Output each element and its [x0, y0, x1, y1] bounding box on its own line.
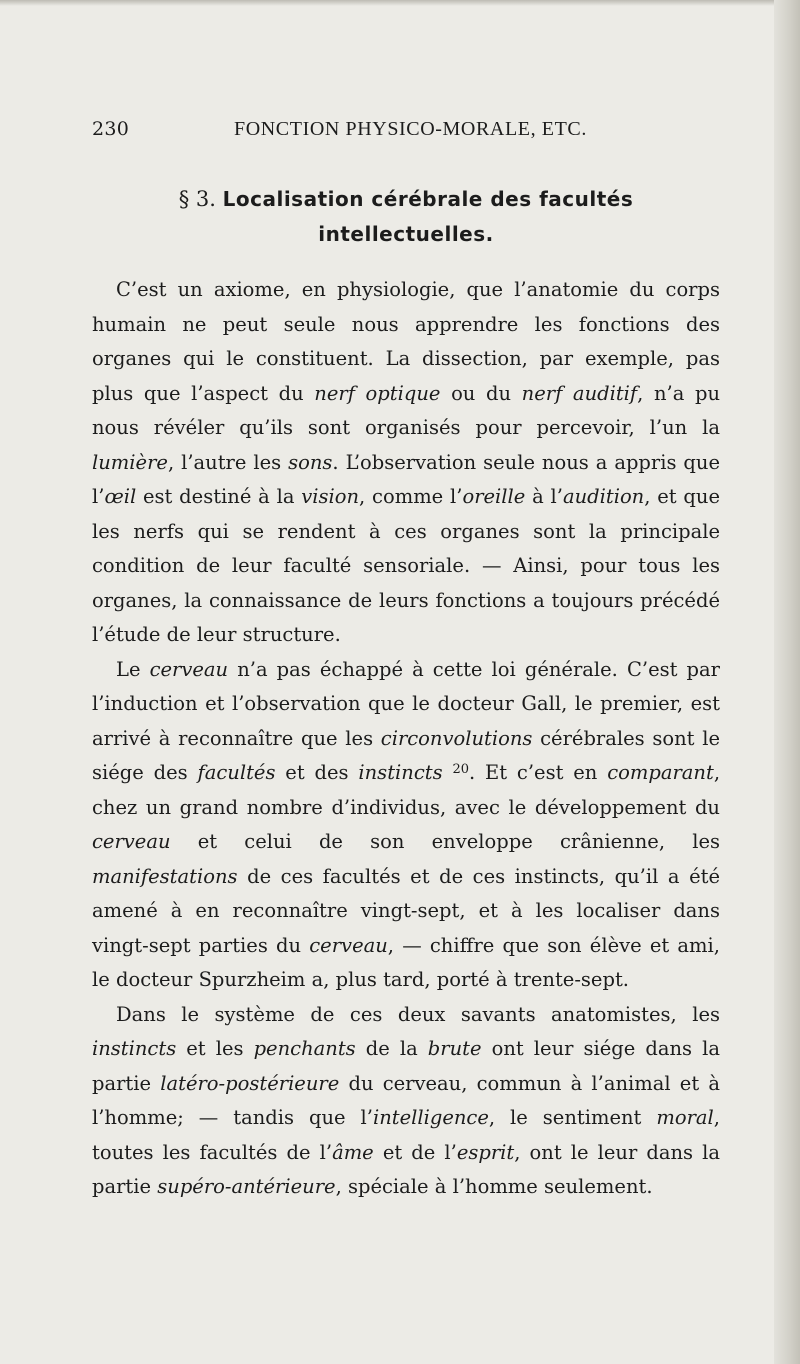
italic-term: cerveau [92, 830, 171, 853]
paragraph [92, 998, 720, 1205]
italic-term: instincts [358, 761, 443, 784]
text-run: Dans le système de ces deux savants anatomistes, les [116, 1002, 720, 1026]
text-run: à l’ [525, 485, 563, 508]
text-run: Le [116, 657, 150, 681]
italic-term: latéro-postérieure [160, 1071, 340, 1095]
italic-term: sons [288, 450, 333, 474]
italic-term: œil [104, 485, 137, 508]
page-right-edge [774, 0, 800, 1364]
text-run: , toutes les facultés de l’ [92, 1106, 720, 1164]
body-text [92, 273, 720, 1205]
text-run: C’est un axiome, en physiologie, que l’anatomie du corps humain ne peut seule nous apprendre les fonctions des organes qui le constituent. La dissection, par exemple, pas plus que l’aspect du [92, 278, 720, 405]
text-run: et les [176, 1037, 254, 1060]
italic-term: vision [301, 485, 360, 508]
italic-term: supéro-antérieure [157, 1175, 336, 1198]
text-run: . L’observation seule nous a appris que l’ [92, 450, 720, 508]
page-number: 230 [92, 118, 130, 140]
italic-term: comparant [607, 761, 714, 784]
section-title-line2: intellectuelles. [318, 222, 494, 246]
italic-term: cerveau [149, 657, 229, 681]
text-run: , comme l’ [359, 485, 463, 508]
text-run: est destiné à la [136, 485, 302, 508]
italic-term: nerf optique [314, 381, 441, 405]
italic-term: lumière [92, 450, 168, 474]
section-heading [92, 182, 720, 252]
italic-term: intelligence [372, 1106, 489, 1129]
italic-term: cerveau [309, 933, 388, 957]
text-run: , l’autre les [167, 450, 289, 474]
running-title: FONCTION PHYSICO-MORALE, ETC. [234, 118, 587, 140]
italic-term: circonvolutions [380, 726, 533, 750]
text-run [443, 761, 453, 784]
text-run: ou du [440, 381, 522, 405]
text-run: , le sentiment [488, 1106, 657, 1129]
text-run: ont leur siége dans la partie [92, 1037, 720, 1095]
text-run: , chez un grand nombre d’individus, avec le développement du [92, 761, 721, 819]
text-run: , n’a pu nous révéler qu’ils sont organisés pour percevoir, l’un la [92, 381, 721, 439]
italic-term: esprit [456, 1140, 515, 1164]
italic-term: oreille [462, 485, 526, 508]
text-run: du cerveau, commun à l’animal et à l’homme; — tandis que l’ [92, 1071, 720, 1129]
italic-term: nerf auditif [521, 381, 638, 405]
paragraph [92, 653, 720, 998]
italic-term: âme [332, 1140, 374, 1164]
italic-term: brute [427, 1037, 482, 1060]
italic-term: audition [562, 485, 645, 508]
text-run: et des [275, 761, 359, 784]
text-run: et celui de son enveloppe crânienne, les [170, 830, 720, 853]
italic-term: penchants [253, 1037, 356, 1060]
running-head [92, 118, 720, 148]
italic-term: facultés [197, 761, 276, 784]
text-run: n’a pas échappé à cette loi générale. C’est par l’induction et l’observation que le docteur Gall, le premier, est arrivé à reconnaître que les [92, 657, 720, 750]
italic-term: moral [656, 1106, 714, 1129]
footnote-ref: 20 [452, 762, 469, 777]
text-run: de la [355, 1037, 428, 1060]
text-run: de ces facultés et de ces instincts, qu’il a été amené à en reconnaître vingt-sept, et à les localiser dans vingt-sept parties du [92, 864, 720, 957]
text-run: et de l’ [373, 1140, 457, 1164]
page-top-edge [0, 0, 800, 6]
text-run: . Et c’est en [468, 761, 608, 784]
section-title-line1: Localisation cérébrale des facultés [222, 187, 634, 211]
text-run: , — chiffre que son élève et ami, le docteur Spurzheim a, plus tard, porté à trente-sept. [92, 933, 720, 991]
text-run: , et que les nerfs qui se rendent à ces organes sont la principale condition de leur faculté sensoriale. — Ainsi, pour tous les organes, la connaissance de leurs fonctions a toujours précédé l’étude de leur structure. [92, 485, 720, 646]
text-run: cérébrales sont le siége des [92, 726, 720, 784]
text-run: , ont le leur dans la partie [92, 1140, 721, 1198]
italic-term: instincts [92, 1037, 177, 1060]
paragraph [92, 273, 720, 653]
section-number: § 3. [178, 187, 216, 211]
italic-term: manifestations [92, 864, 238, 888]
text-run: , spéciale à l’homme seulement. [335, 1175, 653, 1198]
